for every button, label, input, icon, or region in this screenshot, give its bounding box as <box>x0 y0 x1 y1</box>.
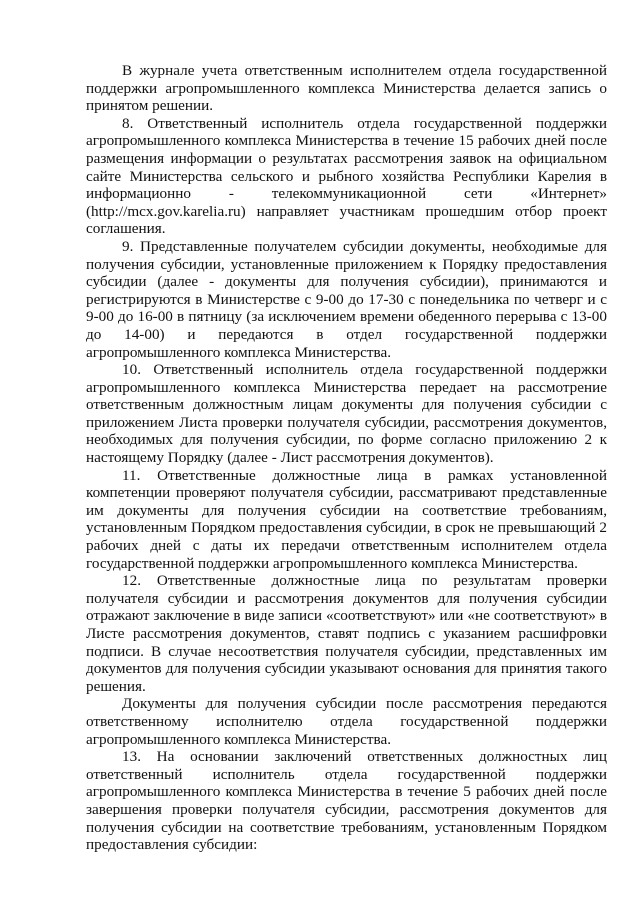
paragraph-item-8: 8. Ответственный исполнитель отдела государственной поддержки агропромышленного комплекса Министерства в течение 15 рабочих дней после размещения информации о результатах рассмотрения заявок на официальном сайте Министерства сельского и рыбного хозяйства Республики Карелия в информационно - телекоммуникационной сети «Интернет» (http://mcx.gov.karelia.ru) направляет участникам прошедшим отбор проект соглашения. <box>86 114 607 238</box>
paragraph-item-9: 9. Представленные получателем субсидии документы, необходимые для получения субсидии, установленные приложением к Порядку предоставления субсидии (далее - документы для получения субсидии), принимаются и регистрируются в Министерстве с 9-00 до 17-30 с понедельника по четверг и с 9-00 до 16-00 в пятницу (за исключением времени обеденного перерыва с 13-00 до 14-00) и передаются в отдел государственной поддержки агропромышленного комплекса Министерства. <box>86 237 607 361</box>
paragraph-item-10: 10. Ответственный исполнитель отдела государственной поддержки агропромышленного комплекса Министерства передает на рассмотрение ответственным должностным лицам документы для получения субсидии с приложением Листа проверки получателя субсидии, рассмотрения документов, необходимых для получения субсидии, по форме согласно приложению 2 к настоящему Порядку (далее - Лист рассмотрения документов). <box>86 361 607 467</box>
paragraph-documents-transfer: Документы для получения субсидии после рассмотрения передаются ответственному исполнителю отдела государственной поддержки агропромышленного комплекса Министерства. <box>86 695 607 748</box>
paragraph-item-12: 12. Ответственные должностные лица по результатам проверки получателя субсидии и рассмотрения документов для получения субсидии отражают заключение в виде записи «соответствуют» или «не соответствуют» в Листе рассмотрения документов, ставят подпись с указанием расшифровки подписи. В случае несоответствия получателя субсидии, представленных им документов для получения субсидии указывают основания для принятия такого решения. <box>86 572 607 695</box>
paragraph-journal-record: В журнале учета ответственным исполнителем отдела государственной поддержки агропромышленного комплекса Министерства делается запись о принятом решении. <box>86 62 607 115</box>
paragraph-item-11: 11. Ответственные должностные лица в рамках установленной компетенции проверяют получателя субсидии, рассматривают представленные им документы для получения субсидии на соответствие требованиям, установленным Порядком предоставления субсидии, в срок не превышающий 2 рабочих дней с даты их передачи ответственным исполнителем отдела государственной поддержки агропромышленного комплекса Министерства. <box>86 466 607 572</box>
paragraph-item-13: 13. На основании заключений ответственных должностных лиц ответственный исполнитель отдела государственной поддержки агропромышленного комплекса Министерства в течение 5 рабочих дней после завершения проверки получателя субсидии, рассмотрения документов для получения субсидии на соответствие требованиям, установленным Порядком предоставления субсидии: <box>86 748 607 854</box>
document-body <box>86 62 607 854</box>
